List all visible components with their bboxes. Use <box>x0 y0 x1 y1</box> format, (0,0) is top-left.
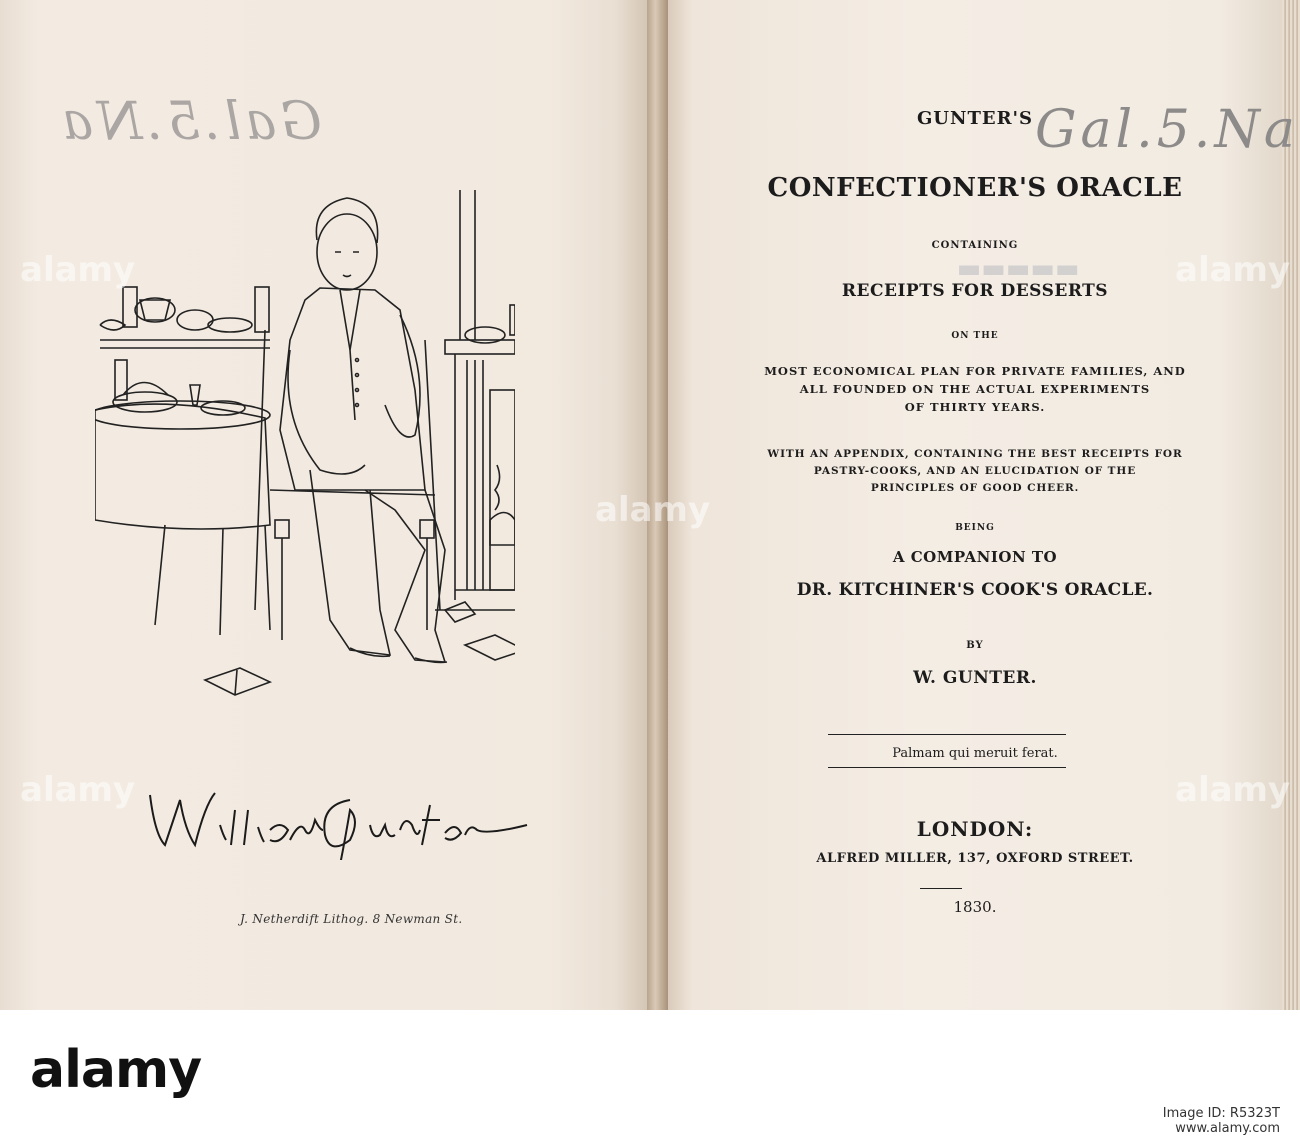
kitchiner-line: DR. KITCHINER'S COOK'S ORACLE. <box>796 580 1154 600</box>
author-signature <box>140 775 530 860</box>
show-through-text: ▬▬▬▬▬ <box>956 254 1080 284</box>
watermark: alamy <box>1175 250 1291 290</box>
portrait-illustration <box>95 190 515 710</box>
latin-motto: Palmam qui meruit ferat. <box>892 746 1058 761</box>
plan-text <box>668 362 1282 416</box>
stock-footer <box>0 1010 1300 1135</box>
containing-label: CONTAINING <box>931 240 1019 251</box>
plan-line-2: ALL FOUNDED ON THE ACTUAL EXPERIMENTS <box>799 382 1151 396</box>
appendix-line-3: PRINCIPLES OF GOOD CHEER. <box>870 482 1080 494</box>
author-name: W. GUNTER. <box>913 668 1037 688</box>
rule-top <box>828 734 1066 735</box>
brand-logo: alamy <box>30 1040 202 1100</box>
pencil-shelfmark-right: Gal.5.Na <box>1035 100 1299 160</box>
site-url[interactable]: www.alamy.com <box>1175 1121 1280 1136</box>
subtitle-receipts: RECEIPTS FOR DESSERTS <box>841 281 1109 301</box>
pencil-shelfmark-left: Gal.5.Na <box>58 92 322 152</box>
watermark: alamy <box>595 490 711 530</box>
plan-line-1: MOST ECONOMICAL PLAN FOR PRIVATE FAMILIES, AND <box>764 364 1186 378</box>
lithographer-credit: J. Netherdift Lithog. 8 Newman St. <box>240 912 463 926</box>
image-id-label: Image ID: R5323T <box>1162 1106 1280 1121</box>
rule-year <box>920 888 962 889</box>
on-the-label: ON THE <box>951 331 999 341</box>
by-label: BY <box>966 640 984 651</box>
imprint-publisher: ALFRED MILLER, 137, OXFORD STREET. <box>816 851 1134 866</box>
appendix-text <box>668 446 1282 497</box>
imprint-city: LONDON: <box>916 817 1034 841</box>
title-line-1: GUNTER'S <box>916 108 1034 129</box>
appendix-line-2: PASTRY-COOKS, AND AN ELUCIDATION OF THE <box>813 465 1137 477</box>
watermark: alamy <box>20 250 136 290</box>
being-label: BEING <box>955 523 995 533</box>
plan-line-3: OF THIRTY YEARS. <box>904 400 1046 414</box>
appendix-line-1: WITH AN APPENDIX, CONTAINING THE BEST RECEIPTS FOR <box>767 448 1183 460</box>
companion-line: A COMPANION TO <box>892 548 1058 566</box>
imprint-year: 1830. <box>953 898 997 916</box>
watermark: alamy <box>20 770 136 810</box>
watermark: alamy <box>1175 770 1291 810</box>
title-main: CONFECTIONER'S ORACLE <box>767 173 1183 203</box>
rule-bottom <box>828 767 1066 768</box>
